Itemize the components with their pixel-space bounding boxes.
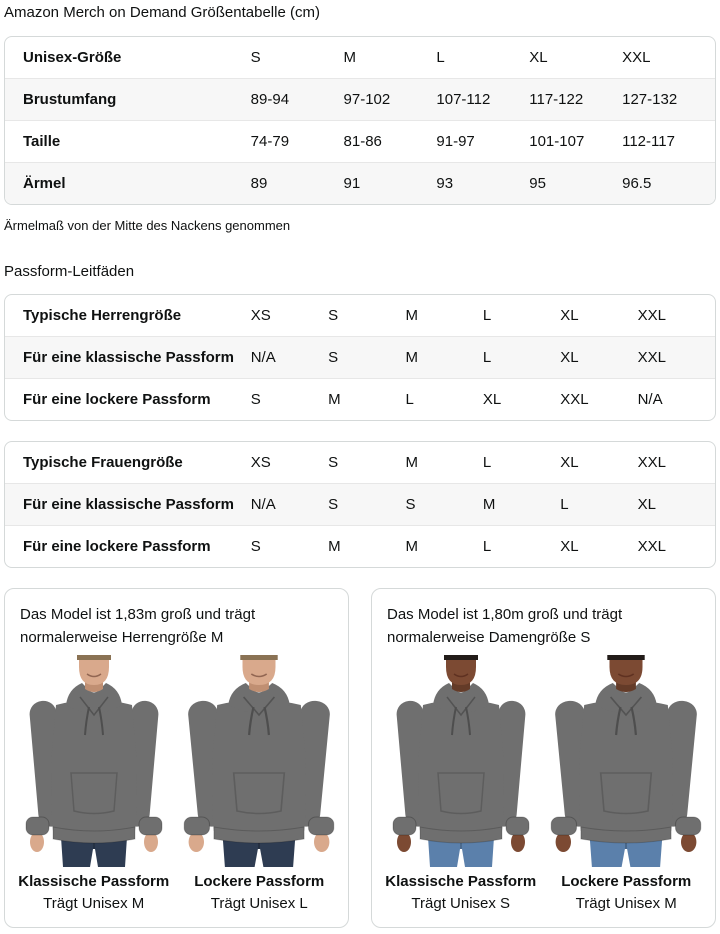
page-title: Amazon Merch on Demand Größentabelle (cm) (4, 4, 320, 21)
table-row (5, 526, 715, 568)
row-label: Unisex-Größe (23, 49, 122, 66)
table-cell: S (405, 484, 482, 526)
table-cell: M (405, 337, 482, 379)
size-caption: Trägt Unisex S (411, 895, 511, 912)
table-cell: XXL (622, 49, 651, 66)
table-cell: 127-132 (622, 79, 715, 121)
row-label: Für eine klassische Passform (5, 337, 251, 379)
table-cell: 89 (251, 163, 344, 205)
table-cell: M (343, 49, 357, 66)
model-card-men (4, 588, 349, 928)
row-label: Ärmel (5, 163, 251, 205)
table-cell: XL (638, 484, 715, 526)
table-cell: N/A (251, 337, 328, 379)
table-cell: 93 (436, 163, 529, 205)
table-cell: 112-117 (622, 121, 715, 163)
table-row (5, 484, 715, 526)
table-cell: 96.5 (622, 163, 715, 205)
table-cell: S (328, 454, 339, 471)
fit-caption: Klassische Passform (18, 873, 170, 890)
table-cell: M (405, 307, 418, 324)
table-row (5, 379, 715, 421)
table-cell: S (328, 484, 405, 526)
model-figure (378, 655, 544, 913)
table-cell: L (560, 484, 637, 526)
table-cell: XXL (637, 307, 666, 324)
table-row (5, 337, 715, 379)
women-fit-table (4, 441, 716, 568)
model-photo-classic-fit-female (381, 655, 541, 867)
table-cell: 91 (344, 163, 437, 205)
table-cell: N/A (638, 379, 715, 421)
table-cell: L (483, 337, 560, 379)
table-cell: XS (250, 307, 271, 324)
row-label: Typische Herrengröße (23, 307, 182, 324)
table-cell: XL (560, 454, 579, 471)
fit-caption: Lockere Passform (561, 873, 692, 890)
table-cell: L (483, 526, 560, 568)
table-row (5, 37, 715, 79)
size-caption: Trägt Unisex M (575, 895, 677, 912)
table-cell: XS (250, 454, 271, 471)
table-cell: 107-112 (436, 79, 529, 121)
table-cell: 81-86 (344, 121, 437, 163)
model-card-women (371, 588, 716, 928)
model-figure (177, 655, 343, 913)
table-cell: S (251, 379, 328, 421)
row-label: Typische Frauengröße (23, 454, 183, 471)
model-figure (544, 655, 710, 913)
table-cell: 117-122 (529, 79, 622, 121)
table-cell: L (482, 454, 492, 471)
model-photo-classic-fit-male (14, 655, 174, 867)
table-cell: M (328, 526, 405, 568)
table-row (5, 442, 715, 484)
table-cell: M (483, 484, 560, 526)
table-row (5, 295, 715, 337)
table-cell: XL (560, 307, 579, 324)
model-photo-loose-fit-male (179, 655, 339, 867)
model-figure (11, 655, 177, 913)
table-cell: 91-97 (436, 121, 529, 163)
table-row (5, 79, 715, 121)
row-label: Taille (5, 121, 251, 163)
table-row (5, 163, 715, 205)
table-cell: S (328, 337, 405, 379)
size-caption: Trägt Unisex L (210, 895, 308, 912)
table-cell: L (482, 307, 492, 324)
men-fit-table (4, 294, 716, 421)
table-cell: 89-94 (251, 79, 344, 121)
table-cell: N/A (251, 484, 328, 526)
table-cell: M (405, 526, 482, 568)
table-cell: XL (529, 49, 548, 66)
table-cell: L (405, 379, 482, 421)
size-caption: Trägt Unisex M (43, 895, 145, 912)
table-cell: M (328, 379, 405, 421)
table-cell: M (405, 454, 418, 471)
fit-caption: Klassische Passform (385, 873, 537, 890)
table-cell: XL (560, 526, 637, 568)
table-cell: L (436, 49, 445, 66)
table-cell: S (251, 526, 328, 568)
model-photo-loose-fit-female (546, 655, 706, 867)
table-cell: 97-102 (344, 79, 437, 121)
row-label: Für eine lockere Passform (5, 379, 251, 421)
table-cell: S (250, 49, 261, 66)
model-cards (4, 588, 716, 928)
table-cell: 101-107 (529, 121, 622, 163)
model-description: Das Model ist 1,80m groß und trägt normalerweise Damengröße S (387, 606, 623, 646)
table-cell: XXL (638, 337, 715, 379)
fit-caption: Lockere Passform (194, 873, 325, 890)
table-cell: 74-79 (251, 121, 344, 163)
table-cell: 95 (529, 163, 622, 205)
table-cell: XXL (638, 526, 715, 568)
table-cell: XXL (560, 379, 637, 421)
table-cell: XL (560, 337, 637, 379)
sleeve-measure-note: Ärmelmaß von der Mitte des Nackens genommen (4, 218, 291, 233)
table-cell: XL (483, 379, 560, 421)
table-cell: XXL (637, 454, 666, 471)
fit-guides-heading: Passform-Leitfäden (4, 263, 135, 280)
table-row (5, 121, 715, 163)
unisex-size-table (4, 36, 716, 205)
row-label: Brustumfang (5, 79, 251, 121)
model-description: Das Model ist 1,83m groß und trägt normalerweise Herrengröße M (20, 606, 256, 646)
row-label: Für eine lockere Passform (5, 526, 251, 568)
table-cell: S (328, 307, 339, 324)
row-label: Für eine klassische Passform (5, 484, 251, 526)
